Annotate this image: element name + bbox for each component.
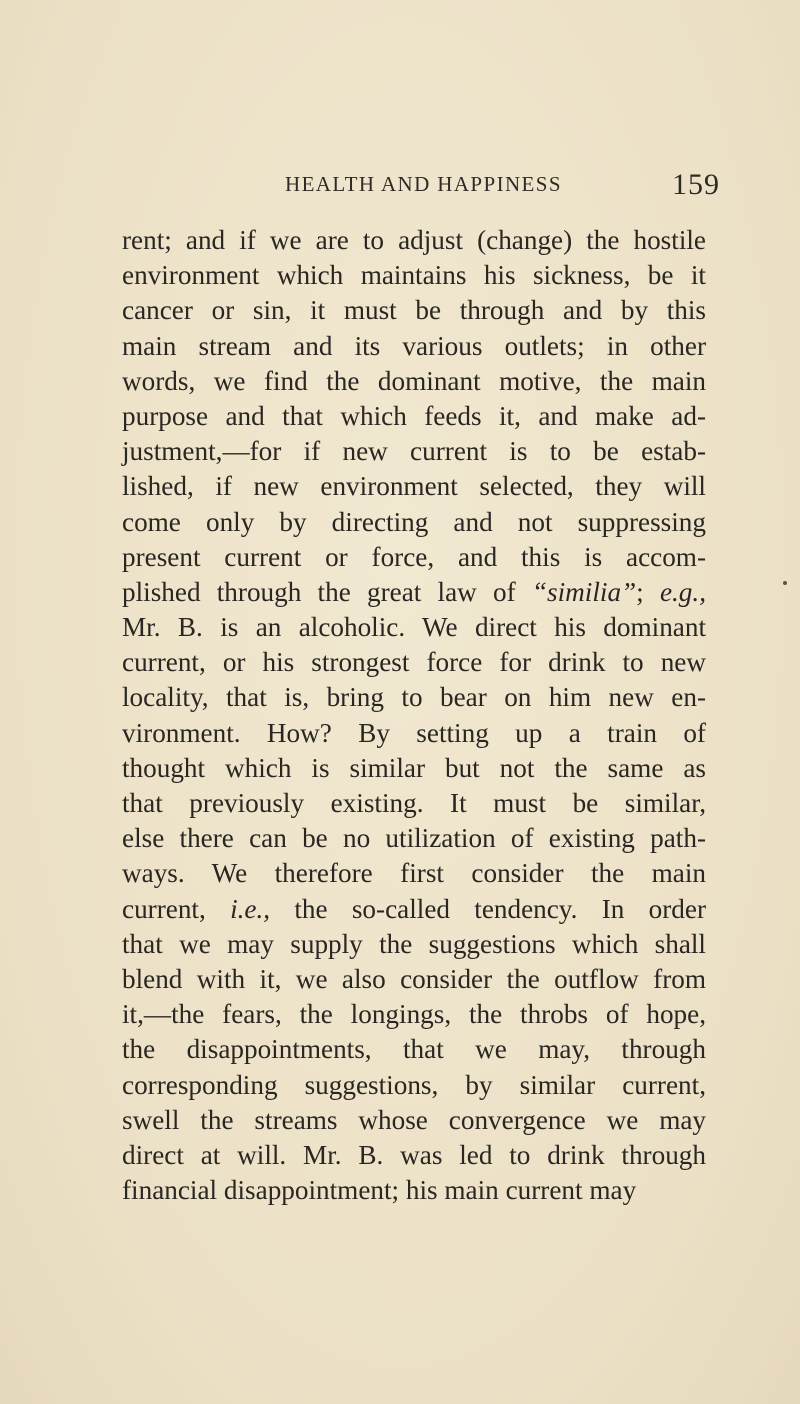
text-line-last: financial disappointment; his main current may: [122, 1175, 637, 1206]
page-number: 159: [672, 168, 720, 201]
text-line: blend with it, we also consider the outflow from: [122, 963, 706, 994]
text-line: cancer or sin, it must be through and by this: [122, 295, 706, 326]
text-line: swell the streams whose convergence we may: [122, 1104, 706, 1135]
page-header: [120, 168, 720, 206]
text-line: lished, if new environment selected, they will: [122, 471, 706, 502]
text-run: the so-called tendency. In order: [270, 893, 706, 924]
text-line: the disappointments, that we may, through: [122, 1034, 706, 1065]
text-line-ie: [122, 892, 706, 927]
running-title: HEALTH AND HAPPINESS: [285, 172, 562, 196]
text-line: current, or his strongest force for drink to new: [122, 647, 706, 678]
text-line: Mr. B. is an alcoholic. We direct his dominant: [122, 612, 706, 643]
text-line: corresponding suggestions, by similar current,: [122, 1069, 706, 1100]
text-line: main stream and its various outlets; in other: [122, 330, 706, 361]
text-line: thought which is similar but not the same as: [122, 752, 706, 783]
text-run: current,: [122, 893, 231, 924]
italic-similia: “similia”: [531, 576, 637, 607]
text-line: rent; and if we are to adjust (change) the hostile: [122, 225, 706, 255]
text-line: vironment. How? By setting up a train of: [122, 717, 706, 748]
text-run: plished through the great law of: [122, 576, 532, 607]
paper-speck: [783, 581, 787, 585]
text-line: words, we find the dominant motive, the main: [122, 365, 706, 396]
text-line: purpose and that which feeds it, and make ad-: [122, 400, 706, 431]
text-line: come only by directing and not suppressing: [122, 506, 706, 537]
body-text: [122, 223, 706, 1208]
text-line: that previously existing. It must be similar,: [122, 788, 706, 818]
text-line: else there can be no utilization of existing path-: [122, 823, 706, 854]
text-line: present current or force, and this is accom-: [122, 541, 706, 572]
italic-eg: e.g.,: [659, 576, 706, 607]
text-line: justment,—for if new current is to be estab-: [122, 436, 706, 467]
text-line: environment which maintains his sickness, be it: [122, 260, 706, 291]
text-line: it,—the fears, the longings, the throbs of hope,: [122, 999, 706, 1030]
text-line: direct at will. Mr. B. was led to drink through: [122, 1139, 706, 1170]
text-line: ways. We therefore first consider the main: [122, 858, 706, 889]
text-line-similia: [122, 575, 706, 610]
text-run: ;: [636, 576, 660, 607]
text-line: locality, that is, bring to bear on him new en-: [122, 682, 706, 713]
text-line: that we may supply the suggestions which shall: [122, 928, 706, 959]
italic-ie: i.e.,: [230, 893, 271, 924]
